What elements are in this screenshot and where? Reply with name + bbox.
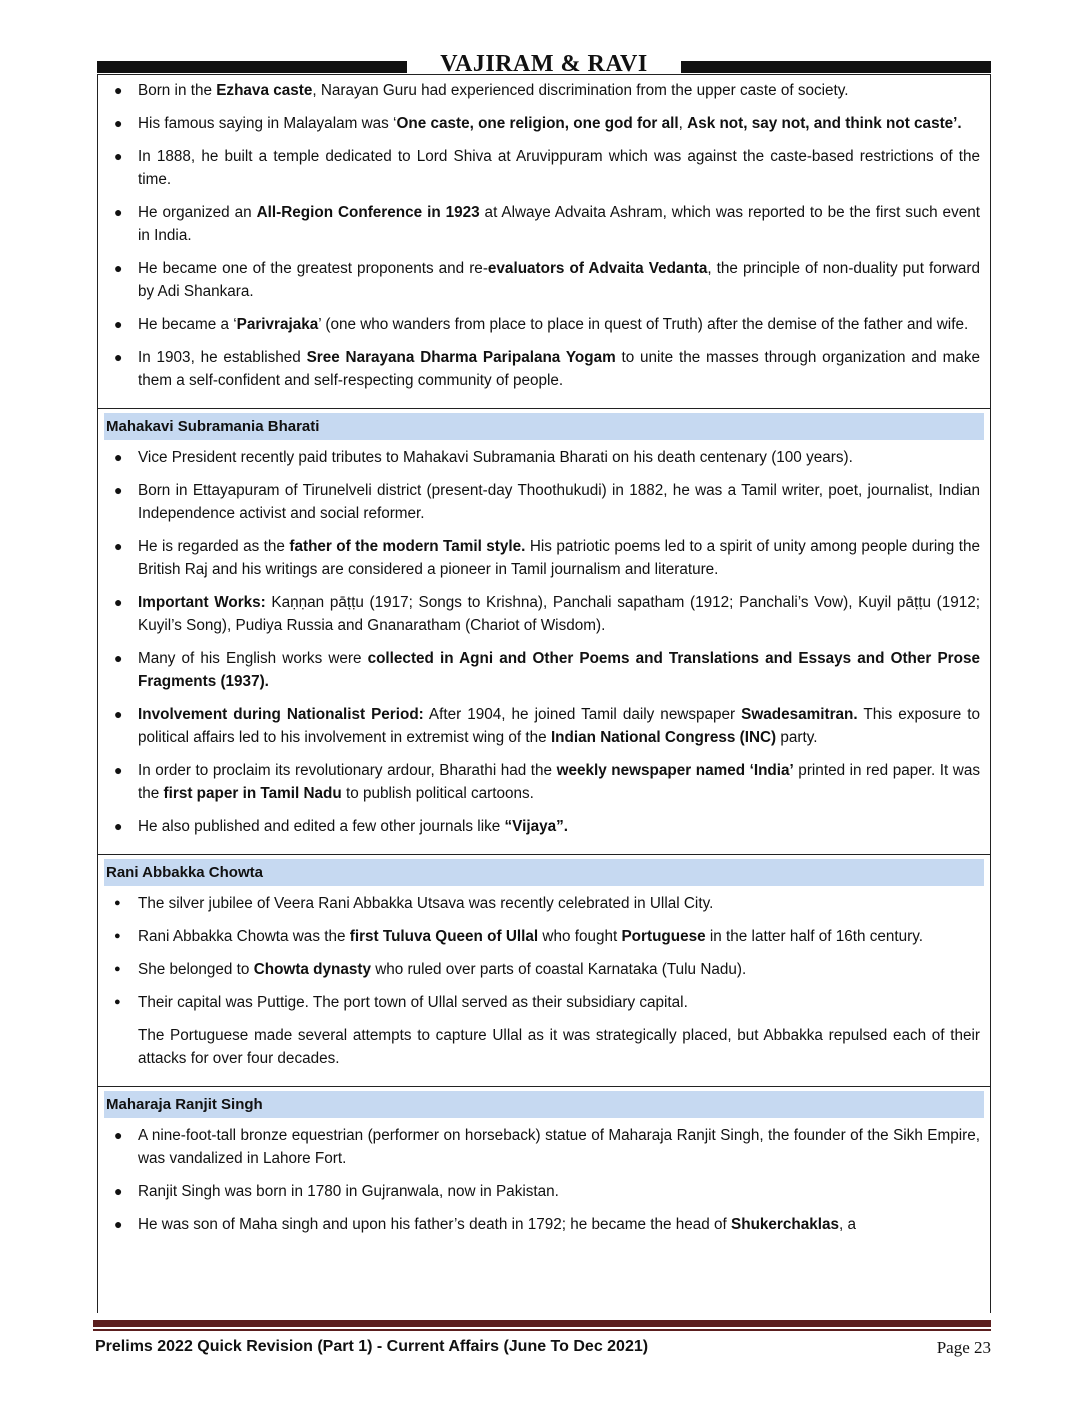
bullet-item: [104, 346, 984, 392]
bullet-item: [104, 145, 984, 191]
bullet-icon: ●: [114, 963, 121, 975]
text: In order to proclaim its revolutionary ardour, Bharathi had the: [138, 762, 557, 779]
text: Kaṇṇan pāṭṭu (1917; Songs to Krishna), Panchali sapatham (1912; Panchali’s Vow), Kuyil pāṭṭu (1912; Kuyil’s Song), Pudiya Russia and Gnanaratham (Chariot of Wisdom).: [138, 594, 980, 634]
content-box: [97, 74, 991, 1313]
bullet-item: [104, 479, 984, 525]
page-number: Page 23: [936, 1338, 991, 1357]
text: A nine-foot-tall bronze equestrian (performer on horseback) statue of Maharaja Ranjit Singh, the founder of the Sikh Empire, was vandalized in Lahore Fort.: [138, 1127, 980, 1167]
bullet-icon: ●: [114, 482, 123, 498]
bullet-icon: ●: [114, 449, 123, 465]
bold-text: Important Works:: [138, 594, 266, 611]
bullet-icon: ●: [114, 1127, 123, 1143]
footer-title: Prelims 2022 Quick Revision (Part 1) - Current Affairs (June To Dec 2021): [95, 1338, 649, 1355]
section-heading: Maharaja Ranjit Singh: [104, 1091, 984, 1118]
bullet-icon: ●: [114, 930, 121, 942]
text: He became one of the greatest proponents and re-: [138, 260, 488, 277]
bold-text: collected in Agni and Other Poems and Translations and Essays and Other Prose Fragments (1937).: [138, 650, 980, 690]
section: [98, 1087, 990, 1252]
header-title: VAJIRAM & RAVI: [440, 51, 648, 77]
bullet-item: [104, 647, 984, 693]
text: In 1903, he established: [138, 349, 307, 366]
bold-text: Portuguese: [621, 928, 706, 945]
bold-text: Chowta dynasty: [253, 961, 371, 978]
text: The silver jubilee of Veera Rani Abbakka Utsava was recently celebrated in Ullal City.: [138, 895, 714, 912]
text: Many of his English works were: [138, 650, 368, 667]
bold-text: Ask not, say not, and think not caste’.: [687, 115, 962, 132]
bullet-icon: ●: [114, 316, 123, 332]
text: Their capital was Puttige. The port town of Ullal served as their subsidiary capital.: [138, 994, 688, 1011]
bold-text: father of the modern Tamil style.: [289, 538, 526, 555]
bullet-icon: ●: [114, 204, 123, 220]
text: , the principle of non-duality put forward by Adi Shankara.: [138, 260, 980, 300]
bold-text: Involvement during Nationalist Period:: [138, 706, 424, 723]
text: He was son of Maha singh and upon his father’s death in 1792; he became the head of: [138, 1216, 732, 1233]
section: [98, 855, 990, 1087]
section: [98, 409, 990, 855]
bullet-icon: ●: [114, 706, 123, 722]
bullet-icon: ●: [114, 349, 123, 365]
bullet-item: [104, 1124, 984, 1170]
text: Vice President recently paid tributes to Mahakavi Subramania Bharati on his death centenary (100 years).: [138, 449, 853, 466]
bullet-item: [104, 892, 984, 915]
text: in the latter half of 16th century.: [705, 928, 924, 945]
text: She belonged to: [138, 961, 254, 978]
bullet-icon: ●: [114, 148, 123, 164]
text: Born in the: [138, 82, 217, 99]
bullet-item: [104, 759, 984, 805]
text: printed in red paper. It was the: [138, 762, 980, 802]
text: This exposure to political affairs led to his involvement in extremist wing of the: [138, 706, 981, 746]
paragraph: [104, 1024, 984, 1070]
bullet-icon: ●: [114, 762, 123, 778]
text: at Alwaye Advaita Ashram, which was reported to be the first such event in India.: [138, 204, 980, 244]
bullet-icon: ●: [114, 1183, 123, 1199]
bullet-icon: ●: [114, 897, 121, 909]
bullet-item: [104, 79, 984, 102]
bullet-item: [104, 815, 984, 838]
bullet-item: [104, 991, 984, 1014]
text: His famous saying in Malayalam was ‘: [138, 115, 397, 132]
bold-text: Parivrajaka: [236, 316, 319, 333]
section-heading: Mahakavi Subramania Bharati: [104, 413, 984, 440]
bullet-item: [104, 703, 984, 749]
text: He also published and edited a few other journals like: [138, 818, 505, 835]
bold-text: first paper in Tamil Nadu: [163, 785, 342, 802]
bold-text: One caste, one religion, one god for all: [396, 115, 679, 132]
text: Born in Ettayapuram of Tirunelveli district (present-day Thoothukudi) in 1882, he was a Tamil writer, poet, journalist, Indian Independence activist and social reformer.: [138, 482, 980, 522]
bold-text: Sree Narayana Dharma Paripalana Yogam: [306, 349, 616, 366]
bullet-item: [104, 446, 984, 469]
bullet-item: [104, 1180, 984, 1203]
section-heading: Rani Abbakka Chowta: [104, 859, 984, 886]
footer-rule-thick: [93, 1320, 991, 1327]
bullet-item: [104, 1213, 984, 1236]
text: In 1888, he built a temple dedicated to Lord Shiva at Aruvippuram which was against the caste-based restrictions of the time.: [138, 148, 980, 188]
bold-text: Swadesamitran.: [741, 706, 858, 723]
bullet-icon: ●: [114, 650, 123, 666]
bullet-icon: ●: [114, 115, 123, 131]
text: Rani Abbakka Chowta was the: [138, 928, 350, 945]
page-header: [97, 51, 991, 77]
bold-text: Indian National Congress (INC): [550, 729, 777, 746]
text: to unite the masses through organization and make them a self-confident and self-respecting community of people.: [138, 349, 980, 389]
text: After 1904, he joined Tamil daily newspaper: [423, 706, 742, 723]
bullet-item: [104, 591, 984, 637]
text: The Portuguese made several attempts to capture Ullal as it was strategically placed, but Abbakka repulsed each of their attacks for over four decades.: [138, 1027, 980, 1067]
bullet-item: [104, 257, 984, 303]
bullet-icon: ●: [114, 594, 123, 610]
bullet-item: [104, 535, 984, 581]
text: who ruled over parts of coastal Karnataka (Tulu Nadu).: [370, 961, 747, 978]
text: ’ (one who wanders from place to place in quest of Truth) after the demise of the father and wife.: [318, 316, 969, 333]
text: Ranjit Singh was born in 1780 in Gujranwala, now in Pakistan.: [138, 1183, 559, 1200]
bold-text: evaluators of Advaita Vedanta: [487, 260, 708, 277]
text: He organized an: [138, 204, 257, 221]
section: [98, 75, 990, 409]
bullet-icon: ●: [114, 818, 123, 834]
bullet-item: [104, 112, 984, 135]
bullet-item: [104, 313, 984, 336]
text: who fought: [538, 928, 622, 945]
text: to publish political cartoons.: [341, 785, 534, 802]
bullet-item: [104, 201, 984, 247]
bullet-icon: ●: [114, 996, 121, 1008]
bold-text: All-Region Conference in 1923: [256, 204, 480, 221]
bold-text: Shukerchaklas: [731, 1216, 840, 1233]
footer-rule-thin: [93, 1329, 991, 1331]
text: He is regarded as the: [138, 538, 290, 555]
bold-text: Ezhava caste: [216, 82, 313, 99]
bold-text: weekly newspaper named ‘India’: [556, 762, 794, 779]
text: ,: [678, 115, 688, 132]
bullet-icon: ●: [114, 260, 123, 276]
text: , Narayan Guru had experienced discrimination from the upper caste of society.: [312, 82, 849, 99]
bullet-icon: ●: [114, 82, 123, 98]
bold-text: “Vijaya”.: [504, 818, 569, 835]
text: party.: [776, 729, 818, 746]
bullet-item: [104, 958, 984, 981]
bullet-icon: ●: [114, 538, 123, 554]
bold-text: first Tuluva Queen of Ullal: [349, 928, 539, 945]
text: His patriotic poems led to a spirit of unity among people during the British Raj and his writings are considered a pioneer in Tamil journalism and literature.: [138, 538, 980, 578]
bullet-item: [104, 925, 984, 948]
text: , a: [839, 1216, 857, 1233]
bullet-icon: ●: [114, 1216, 123, 1232]
text: He became a ‘: [138, 316, 237, 333]
